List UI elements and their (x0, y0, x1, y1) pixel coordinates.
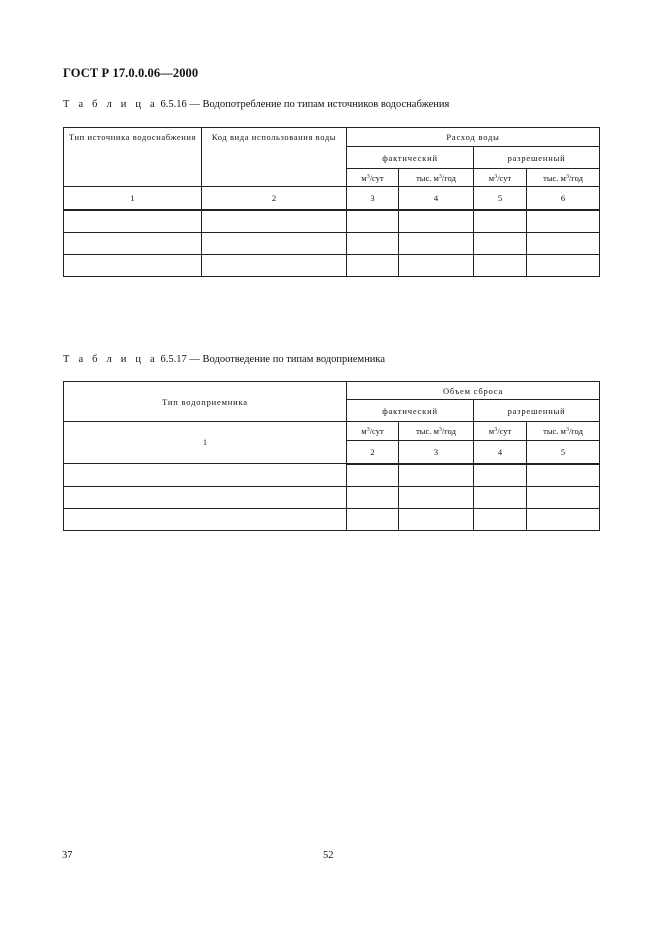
table-row (64, 487, 600, 509)
table-cell (347, 233, 399, 255)
table-cell (64, 233, 202, 255)
header-actual: фактический (347, 400, 474, 422)
unit-day-exp: 3 (366, 173, 370, 180)
unit-year-tail: /год (441, 172, 456, 183)
header-unit-day (347, 422, 399, 441)
unit-year-exp: 3 (438, 427, 442, 433)
header-unit-year (399, 422, 474, 441)
table2-caption-text: 6.5.17 — Водоотведение по типам водоприемника (160, 354, 386, 365)
page-number: 52 (323, 850, 334, 861)
table-cell (527, 509, 600, 531)
table-cell (474, 487, 527, 509)
unit-year-base: тыс. м (543, 172, 566, 183)
table-cell (527, 233, 600, 255)
table-cell (64, 210, 202, 233)
table-row (64, 255, 600, 277)
table-cell (527, 487, 600, 509)
column-number: 1 (64, 422, 347, 464)
header-unit-year (399, 169, 474, 187)
header-source-type: Тип источника водоснабжения (64, 128, 202, 187)
column-number: 2 (202, 187, 347, 210)
table-cell (474, 464, 527, 487)
header-water-flow: Расход воды (347, 128, 600, 147)
table-cell (64, 255, 202, 277)
column-number: 4 (399, 187, 474, 210)
header-unit-day (347, 169, 399, 187)
unit-day-base: м (361, 172, 367, 183)
unit-year-tail: /год (568, 172, 583, 183)
unit-year-tail: /год (568, 426, 583, 436)
table-cell (64, 487, 347, 509)
column-number: 4 (474, 441, 527, 464)
unit-year-base: тыс. м (416, 426, 439, 436)
table-cell (399, 233, 474, 255)
column-number: 2 (347, 441, 399, 464)
table-cell (399, 255, 474, 277)
column-number: 5 (474, 187, 527, 210)
footer-left-number: 37 (62, 850, 73, 861)
table-cell (399, 210, 474, 233)
water-consumption-table (63, 127, 600, 277)
unit-year-exp: 3 (565, 173, 569, 180)
table-cell (347, 509, 399, 531)
table-cell (64, 509, 347, 531)
header-unit-year (527, 169, 600, 187)
header-permitted: разрешенный (474, 147, 600, 169)
table1-caption-text: 6.5.16 — Водопотребление по типам источников водоснабжения (160, 99, 450, 110)
unit-day-tail: /сут (497, 172, 512, 183)
unit-year-exp: 3 (565, 427, 569, 433)
table-cell (64, 464, 347, 487)
column-number: 1 (64, 187, 202, 210)
table2-caption-prefix: Т а б л и ц а (63, 354, 158, 365)
header-receiver-type: Тип водоприемника (64, 382, 347, 422)
table-cell (474, 509, 527, 531)
unit-year-base: тыс. м (543, 426, 566, 436)
header-actual: фактический (347, 147, 474, 169)
unit-day-exp: 3 (494, 173, 498, 180)
table-cell (474, 255, 527, 277)
header-usage-code: Код вида использования воды (202, 128, 347, 187)
unit-day-base: м (361, 426, 367, 436)
water-discharge-table (63, 381, 600, 531)
table-cell (527, 255, 600, 277)
unit-year-base: тыс. м (416, 172, 439, 183)
table-row (64, 233, 600, 255)
unit-day-exp: 3 (494, 427, 498, 433)
table-cell (474, 233, 527, 255)
table1-caption-prefix: Т а б л и ц а (63, 99, 158, 110)
table-cell (399, 509, 474, 531)
table-cell (399, 464, 474, 487)
table2-caption (63, 354, 385, 365)
column-number: 5 (527, 441, 600, 464)
table-cell (347, 210, 399, 233)
table-row (64, 210, 600, 233)
table-cell (347, 464, 399, 487)
table-cell (202, 210, 347, 233)
header-unit-year (527, 422, 600, 441)
column-number: 3 (399, 441, 474, 464)
unit-day-base: м (488, 172, 495, 183)
table-cell (474, 210, 527, 233)
table-cell (399, 487, 474, 509)
header-permitted: разрешенный (474, 400, 600, 422)
unit-day-tail: /сут (369, 426, 384, 436)
unit-day-tail: /сут (497, 426, 512, 436)
header-unit-day (474, 422, 527, 441)
document-code: ГОСТ Р 17.0.0.06—2000 (63, 66, 199, 80)
table1-caption (63, 99, 449, 110)
unit-year-exp: 3 (438, 173, 442, 180)
unit-day-exp: 3 (366, 427, 370, 433)
unit-day-base: м (488, 426, 495, 436)
table-row (64, 509, 600, 531)
table-cell (202, 255, 347, 277)
table-cell (527, 464, 600, 487)
table-row (64, 464, 600, 487)
table-cell (347, 255, 399, 277)
unit-year-tail: /год (441, 426, 456, 436)
header-discharge-volume: Объем сброса (347, 382, 600, 400)
column-number: 6 (527, 187, 600, 210)
column-number: 3 (347, 187, 399, 210)
table-cell (527, 210, 600, 233)
table-cell (202, 233, 347, 255)
header-unit-day (474, 169, 527, 187)
unit-day-tail: /сут (369, 172, 384, 183)
table-cell (347, 487, 399, 509)
